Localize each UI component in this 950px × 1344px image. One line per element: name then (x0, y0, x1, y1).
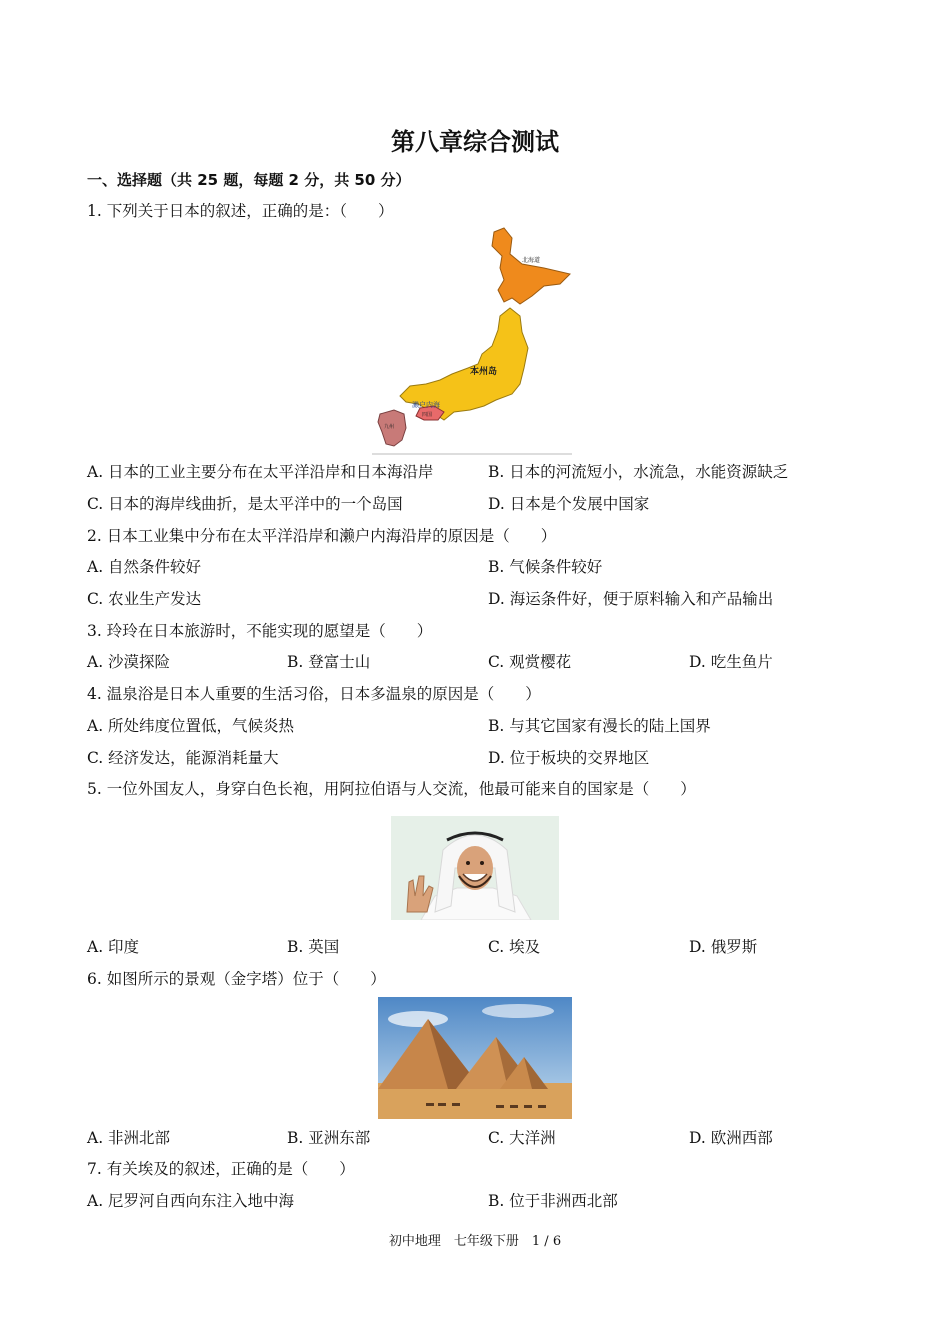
q6-option-d: D. 欧洲西部 (689, 1129, 773, 1147)
hokkaido-label: 北海道 (522, 257, 541, 264)
q1-option-d: D. 日本是个发展中国家 (488, 495, 650, 513)
page-title: 第八章综合测试 (391, 128, 559, 156)
seto-sea-label: 濑户内海 (412, 401, 440, 409)
shikoku-label: 四国 (422, 412, 433, 418)
question-2-stem: 2. 日本工业集中分布在太平洋沿岸和濑户内海沿岸的原因是（ ） (87, 527, 557, 545)
q5-option-a: A. 印度 (87, 938, 140, 956)
honshu-label: 本州岛 (470, 367, 498, 377)
question-1-stem: 1. 下列关于日本的叙述，正确的是：（ ） (87, 202, 394, 220)
q2-option-c: C. 农业生产发达 (87, 590, 202, 608)
q6-option-a: A. 非洲北部 (87, 1129, 171, 1147)
question-7-stem: 7. 有关埃及的叙述，正确的是（ ） (87, 1160, 355, 1178)
q5-option-c: C. 埃及 (488, 938, 541, 956)
q4-option-b: B. 与其它国家有漫长的陆上国界 (488, 717, 711, 735)
q1-option-a: A. 日本的工业主要分布在太平洋沿岸和日本海沿岸 (87, 463, 434, 481)
q3-option-c: C. 观赏樱花 (488, 653, 572, 671)
q1-option-b: B. 日本的河流短小，水流急，水能资源缺乏 (488, 463, 789, 481)
question-6-stem: 6. 如图所示的景观（金字塔）位于（ ） (87, 970, 386, 988)
q2-option-b: B. 气候条件较好 (488, 558, 603, 576)
hokkaido-shape (492, 228, 570, 304)
section-heading: 一、选择题（共 25 题，每题 2 分，共 50 分） (87, 171, 411, 189)
q2-option-a: A. 自然条件较好 (87, 558, 202, 576)
q5-option-d: D. 俄罗斯 (689, 938, 758, 956)
q5-option-b: B. 英国 (287, 938, 340, 956)
kyushu-label: 九州 (384, 424, 395, 430)
q4-option-a: A. 所处纬度位置低，气候炎热 (87, 717, 295, 735)
question-5-stem: 5. 一位外国友人，身穿白色长袍，用阿拉伯语与人交流，他最可能来自的国家是（ ） (87, 780, 696, 798)
page-footer: 初中地理 七年级下册 1 / 6 (388, 1234, 562, 1249)
q6-option-b: B. 亚洲东部 (287, 1129, 371, 1147)
q2-option-d: D. 海运条件好，便于原料输入和产品输出 (488, 590, 774, 608)
q3-option-d: D. 吃生鱼片 (689, 653, 773, 671)
q1-option-c: C. 日本的海岸线曲折，是太平洋中的一个岛国 (87, 495, 403, 513)
japan-map-figure (372, 224, 577, 456)
q7-option-a: A. 尼罗河自西向东注入地中海 (87, 1192, 295, 1210)
q3-option-a: A. 沙漠探险 (87, 653, 171, 671)
question-3-stem: 3. 玲玲在日本旅游时，不能实现的愿望是（ ） (87, 622, 433, 640)
q6-option-c: C. 大洋洲 (488, 1129, 556, 1147)
pyramids-photo (378, 997, 572, 1119)
q3-option-b: B. 登富士山 (287, 653, 371, 671)
arab-man-photo (391, 816, 559, 920)
q4-option-d: D. 位于板块的交界地区 (488, 749, 650, 767)
question-4-stem: 4. 温泉浴是日本人重要的生活习俗，日本多温泉的原因是（ ） (87, 685, 541, 703)
q7-option-b: B. 位于非洲西北部 (488, 1192, 618, 1210)
q4-option-c: C. 经济发达，能源消耗量大 (87, 749, 279, 767)
